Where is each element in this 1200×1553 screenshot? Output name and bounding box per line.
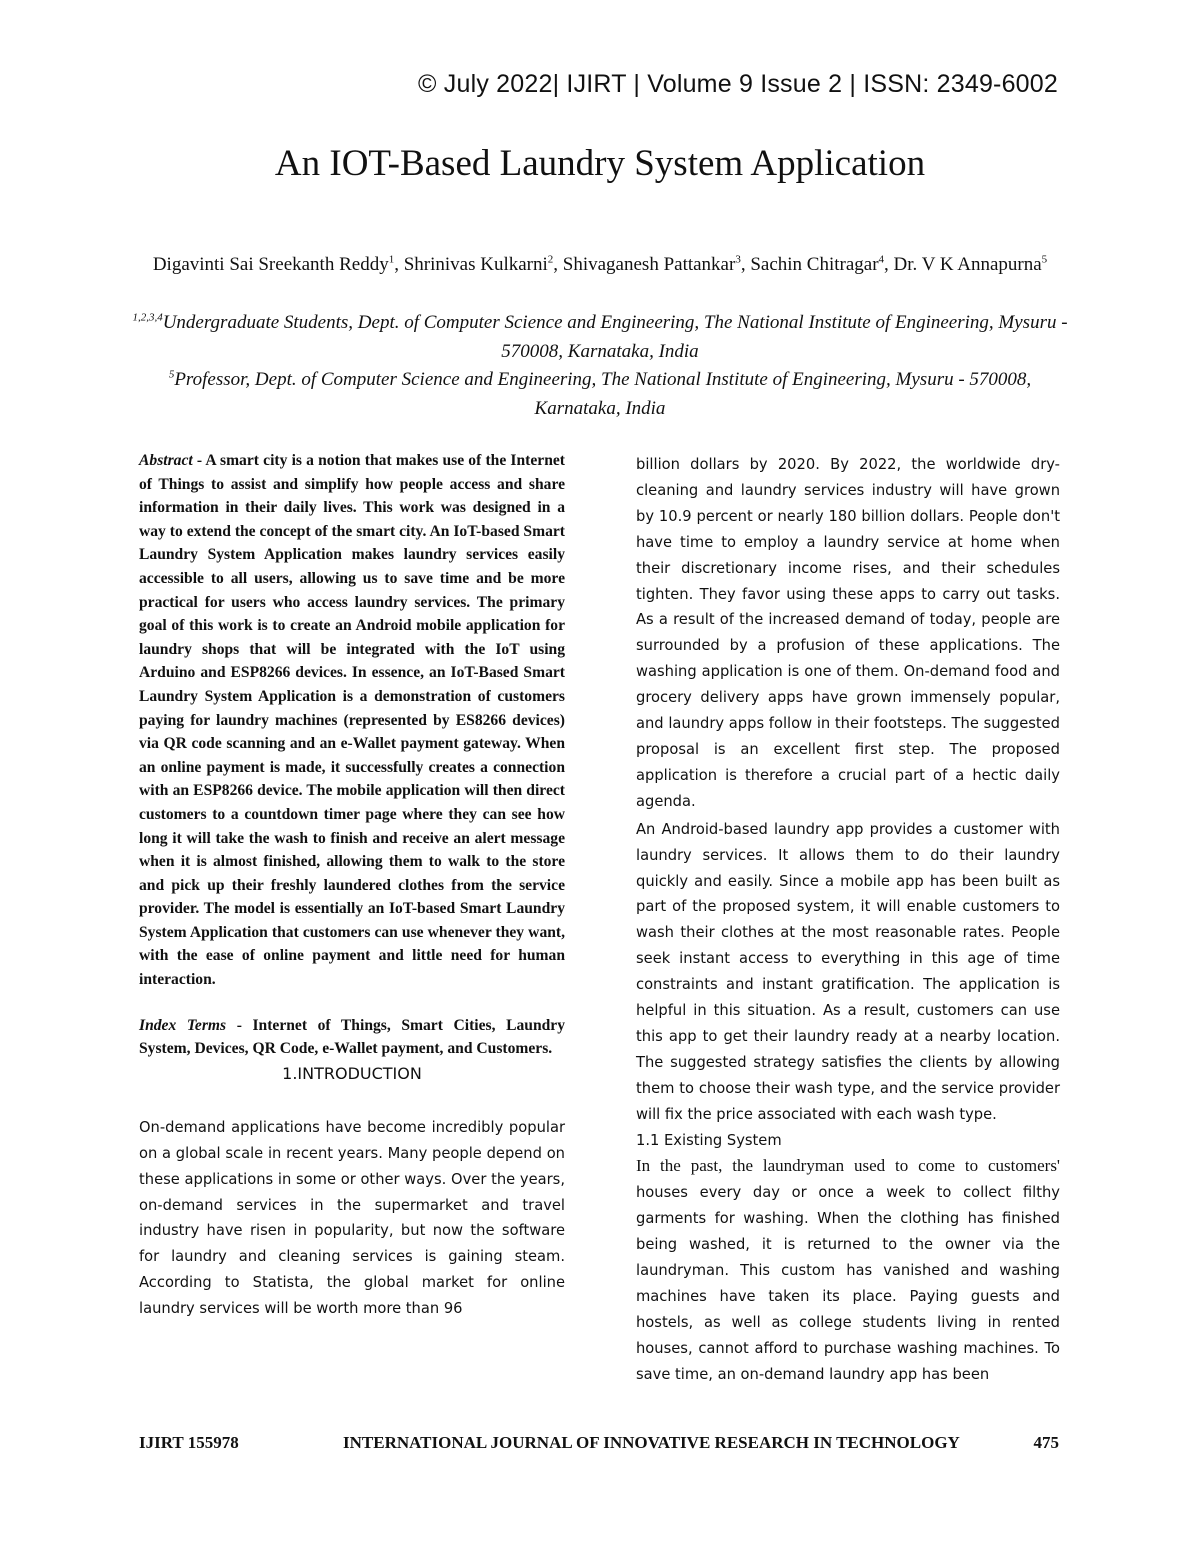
author-superscript: 1 [388,253,395,266]
journal-header: © July 2022| IJIRT | Volume 9 Issue 2 | ISSN: 2349-6002 [418,70,1058,98]
index-terms-text: - Internet of Things, Smart Cities, Laundry System, Devices, QR Code, e-Wallet payment, and Customers. [139,1016,566,1058]
existing-system-lead: In the past, the laundryman used to come to customers' [636,1156,1060,1176]
footer-paper-id: IJIRT 155978 [139,1433,239,1452]
abstract-label: Abstract [139,452,193,469]
subsection-heading-existing-system: 1.1 Existing System [636,1131,782,1149]
footer-page-number: 475 [1033,1433,1059,1452]
author-name: Dr. V K Annapurna [893,254,1042,275]
author-superscript: 3 [735,253,741,266]
affiliation-text: Professor, Dept. of Computer Science and Engineering, The National Institute of Engineering, Mysuru - 570008, Karnataka, India [174,369,1032,419]
index-terms [139,1014,565,1061]
affiliation-superscript: 1,2,3,4 [132,311,163,324]
author-name: Shrinivas Kulkarni [403,254,548,275]
section-heading-introduction: 1.INTRODUCTION [282,1063,422,1083]
author-superscript: 4 [878,253,885,266]
abstract-text: - A smart city is a notion that makes use of the Internet of Things to assist and simplify how people access and share information in their daily lives. This work was designed in a way to extend the concept of the smart city. An IoT-based Smart Laundry System Application makes laundry services easily accessible to all users, allowing us to save time and be more practical for users who access laundry services. The primary goal of this work is to create an Android mobile application for laundry shops that will be integrated with the IoT using Arduino and ESP8266 devices. In essence, an IoT-Based Smart Laundry System Application is a demonstration of customers paying for laundry machines (represented by ES8266 devices) via QR code scanning and an e-Wallet payment gateway. When an online payment is made, it successfully creates a connection with an ESP8266 device. The mobile application will then direct customers to a countdown timer page where they can see how long it will take the wash to finish and receive an alert message when it is almost finished, allowing them to walk to the store and pick up their freshly laundered clothes from the service provider. The model is essentially an IoT-based Smart Laundry System Application that customers can use whenever they want, with the ease of online payment and little need for human interaction. [139,452,565,989]
paper-title: An IOT-Based Laundry System Application [274,143,926,184]
author-name: Digavinti Sai Sreekanth Reddy [152,254,389,275]
abstract [139,449,565,992]
existing-system-paragraph [636,1153,1060,1387]
author-superscript: 2 [547,253,554,266]
author-name: Sachin Chitragar [750,254,879,275]
left-column [139,449,565,1322]
page-footer [139,1433,1059,1459]
affiliation-superscript: 5 [168,368,175,381]
author-name: Shivaganesh Pattankar [562,254,736,275]
author-superscript: 5 [1041,253,1048,266]
affiliation-professor [130,365,1070,423]
footer-journal-name: INTERNATIONAL JOURNAL OF INNOVATIVE RESEARCH IN TECHNOLOGY [343,1433,960,1452]
author-list: Digavinti Sai Sreekanth Reddy$^1$, Shrinivas Kulkarni$^2$, Shivaganesh Pattankar$^3$, Sachin Chitragar$^4$, Dr. V K Annapurna$^5$ [152,253,1048,275]
introduction-paragraph: On-demand applications have become incredibly popular on a global scale in recent years. Many people depend on these applications in some or other ways. Over the years, on-demand services in the supermarket and travel industry have risen in popularity, but now the software for laundry and cleaning services is gaining steam. According to Statista, the global market for online laundry services will be worth more than 96 [139,1118,565,1318]
existing-system-text: houses every day or once a week to collect filthy garments for washing. When the clothing has finished being washed, it is returned to the owner via the laundryman. This custom has vanished and washing machines have taken its place. Paying guests and hostels, as well as college students living in rented houses, cannot afford to purchase washing machines. To save time, an on-demand laundry app has been [636,1184,1060,1383]
affiliation-text: Undergraduate Students, Dept. of Computer Science and Engineering, The National Institute of Engineering, Mysuru - 570008, Karnataka, India [162,312,1068,362]
right-column [636,452,1060,1388]
introduction-paragraph-continued: billion dollars by 2020. By 2022, the worldwide dry-cleaning and laundry services industry will have grown by 10.9 percent or nearly 180 billion dollars. People don't have time to employ a laundry service at home when their discretionary income rises, and their schedules tighten. They favor using these apps to carry out tasks. As a result of the increased demand of today, people are surrounded by a profusion of these applications. The washing application is one of them. On-demand food and grocery delivery apps have grown immensely popular, and laundry apps follow in their footsteps. The suggested proposal is an excellent first step. The proposed application is therefore a crucial part of a hectic daily agenda. [636,456,1060,810]
affiliation-students [130,308,1070,366]
index-terms-label: Index Terms [139,1016,227,1034]
introduction-paragraph-2: An Android-based laundry app provides a customer with laundry services. It allows them to do their laundry quickly and easily. Since a mobile app has been built as part of the proposed system, it will enable customers to wash their clothes at the most reasonable rates. People seek instant access to everything in this age of time constraints and instant gratification. The application is helpful in this situation. As a result, customers can use this app to get their laundry ready at a nearby location. The suggested strategy satisfies the clients by allowing them to choose their wash type, and the service provider will fix the price associated with each wash type. [636,820,1060,1123]
